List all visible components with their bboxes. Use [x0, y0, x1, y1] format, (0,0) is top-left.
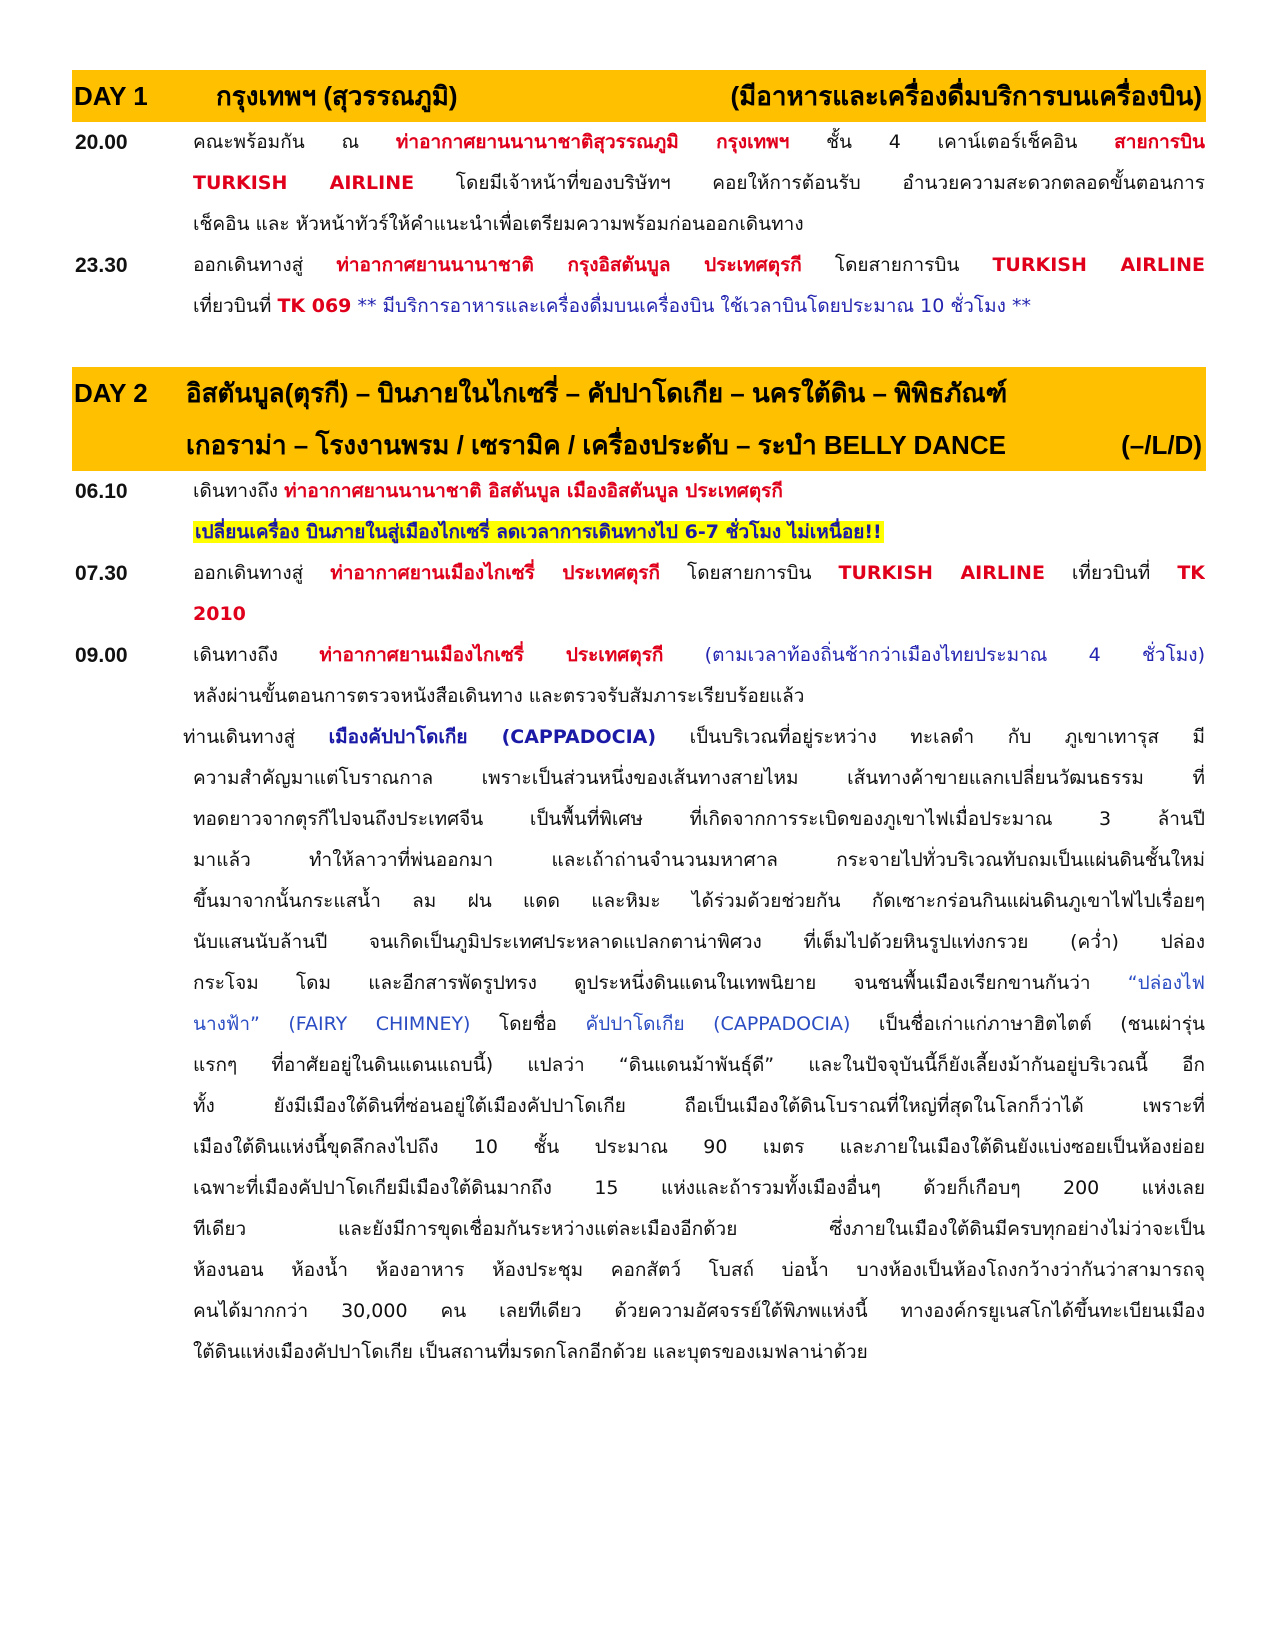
airport-name: ท่าอากาศยานเมืองไกเซรี่ ประเทศตุรกี — [330, 562, 661, 584]
text: คณะพร้อมกัน ณ — [193, 131, 396, 153]
paragraph-line: ทอดยาวจากตุรกีไปจนถึงประเทศจีน เป็นพื้นที่พิเศษ ที่เกิดจากการระเบิดของภูเขาไฟเมื่อประมาณ 3 ล้านปี — [193, 808, 1205, 830]
text: เที่ยวบินที่ — [193, 295, 278, 317]
paragraph-line: มาแล้ว ทำให้ลาวาที่พ่นออกมา และเถ้าถ่านจำนวนมหาศาล กระจายไปทั่วบริเวณทับถมเป็นแผ่นดินชั้นใหม่ — [193, 849, 1205, 871]
day1-label: DAY 1 — [74, 81, 148, 111]
day2-entry3-line2: หลังผ่านขั้นตอนการตรวจหนังสือเดินทาง และตรวจรับสัมภาระเรียบร้อยแล้ว — [193, 685, 805, 707]
day2-entry2-line2: 2010 — [193, 603, 246, 625]
paragraph-last-line: ใต้ดินแห่งเมืองคัปปาโดเกีย เป็นสถานที่มรดกโลกอีกด้วย และบุตรของเมฟลาน่าด้วย — [193, 1341, 868, 1363]
day2-entry1-line2 — [193, 512, 1205, 553]
paragraph-line: แรกๆ ที่อาศัยอยู่ในดินแดนแถบนี้) แปลว่า “ดินแดนม้าพันธุ์ดี” และในปัจจุบันนี้ก็ยังเลี้ยงม้ากันอยู่บริเวณนี้ อีก — [193, 1054, 1205, 1076]
text: เป็นบริเวณที่อยู่ระหว่าง ทะเลดำ กับ ภูเขาเทารุส มี — [656, 726, 1205, 748]
paragraph-line: เฉพาะที่เมืองคัปปาโดเกียมีเมืองใต้ดินมากถึง 15 แห่งและถ้ารวมทั้งเมืองอื่นๆ ด้วยก็เกือบๆ 200 แห่งเลย — [193, 1177, 1205, 1199]
day2-entry1-time: 06.10 — [75, 480, 128, 503]
flight-note: ** มีบริการอาหารและเครื่องดื่มบนเครื่องบิน ใช้เวลาบินโดยประมาณ 10 ชั่วโมง ** — [351, 295, 1031, 317]
day1-note: (มีอาหารและเครื่องดื่มบริการบนเครื่องบิน) — [730, 81, 1202, 111]
paragraph-line: ทีเดียว และยังมีการขุดเชื่อมกันระหว่างแต่ละเมืองอีกด้วย ซึ่งภายในเมืองใต้ดินมีครบทุกอย่างไม่ว่าจะเป็น — [193, 1218, 1205, 1240]
day1-entry1-time: 20.00 — [75, 131, 128, 154]
paragraph-line: นับแสนนับล้านปี จนเกิดเป็นภูมิประเทศประหลาดแปลกตาน่าพิศวง ที่เต็มไปด้วยหินรูปแท่งกรวย (คว่ำ) ปล่อง — [193, 931, 1205, 953]
airport-name: ท่าอากาศยานนานาชาติ กรุงอิสตันบูล ประเทศตุรกี — [336, 254, 802, 276]
airline-name: TURKISH AIRLINE — [992, 254, 1205, 276]
day2-entry3-line1 — [193, 635, 1205, 676]
airport-name: ท่าอากาศยานนานาชาติสุวรรณภูมิ กรุงเทพฯ — [395, 131, 790, 153]
fairy-chimney-name: “ปล่องไฟ — [1127, 972, 1205, 994]
text: กระโจม โดม และอีกสารพัดรูปทรง ดูประหนึ่งดินแดนในเทพนิยาย จนชนพื้นเมืองเรียกขานกันว่า — [193, 972, 1128, 994]
paragraph-line: ทั้ง ยังมีเมืองใต้ดินที่ซ่อนอยู่ใต้เมืองคัปปาโดเกีย ถือเป็นเมืองใต้ดินโบราณที่ใหญ่ที่สุดในโลกก็ว่าได้ เพราะที่ — [193, 1095, 1205, 1117]
airport-name: ท่าอากาศยานเมืองไกเซรี่ ประเทศตุรกี — [319, 644, 664, 666]
airport-name: ท่าอากาศยานนานาชาติ อิสตันบูล เมืองอิสตันบูล ประเทศตุรกี — [284, 480, 783, 502]
day1-entry2-line2 — [193, 286, 1205, 327]
text: เดินทางถึง — [193, 644, 320, 666]
destination-name: คัปปาโดเกีย (CAPPADOCIA) — [585, 1013, 851, 1035]
cappadocia-line1 — [183, 717, 1205, 758]
text: เป็นชื่อเก่าแก่ภาษาฮิตไตต์ (ชนเผ่ารุ่น — [850, 1013, 1205, 1035]
day1-entry1-line3: เช็คอิน และ หัวหน้าทัวร์ให้คำแนะนำเพื่อเตรียมความพร้อมก่อนออกเดินทาง — [193, 213, 804, 235]
day1-entry2-time: 23.30 — [75, 254, 128, 277]
day2-entry1-line1 — [193, 471, 1205, 512]
highlight-note: เปลี่ยนเครื่อง บินภายในสู่เมืองไกเซรี่ ลดเวลาการเดินทางไป 6-7 ชั่วโมง ไม่เหนื่อย!! — [195, 521, 882, 543]
flight-prefix: TK — [1177, 562, 1205, 584]
day2-entry2-time: 07.30 — [75, 562, 128, 585]
paragraph-line — [193, 1004, 1205, 1045]
text: ท่านเดินทางสู่ — [183, 726, 329, 748]
text: ออกเดินทางสู่ — [193, 254, 337, 276]
flight-number: TK 069 — [277, 295, 352, 317]
day2-title-line2: เกอราม่า – โรงงานพรม / เซรามิค / เครื่องประดับ – ระบำ BELLY DANCE — [186, 430, 1006, 460]
day1-title: กรุงเทพฯ (สุวรรณภูมิ) — [216, 81, 458, 111]
day2-header — [72, 367, 1206, 471]
paragraph-line: ขึ้นมาจากนั้นกระแสน้ำ ลม ฝน แดด และหิมะ ได้ร่วมด้วยช่วยกัน กัดเซาะกร่อนกินแผ่นดินภูเขาไฟไปเรื่อยๆ — [193, 890, 1205, 912]
day2-title-line1: อิสตันบูล(ตุรกี) – บินภายในไกเซรี่ – คัปปาโดเกีย – นครใต้ดิน – พิพิธภัณฑ์ — [186, 378, 1008, 408]
text: โดยชื่อ — [470, 1013, 586, 1035]
destination-name: เมืองคัปปาโดเกีย (CAPPADOCIA) — [328, 726, 657, 748]
fairy-chimney-name: นางฟ้า” (FAIRY CHIMNEY) — [193, 1013, 471, 1035]
airline-label: สายการบิน — [1114, 131, 1205, 153]
text: โดยสายการบิน — [801, 254, 993, 276]
text: ออกเดินทางสู่ — [193, 562, 331, 584]
airline-name: TURKISH AIRLINE — [838, 562, 1045, 584]
text: ชั้น 4 เคาน์เตอร์เช็คอิน — [789, 131, 1115, 153]
text: โดยสายการบิน — [660, 562, 839, 584]
day2-entry2-line1 — [193, 553, 1205, 594]
text: เดินทางถึง — [193, 480, 285, 502]
day2-entry3-time: 09.00 — [75, 644, 128, 667]
day1-entry2-line1 — [193, 245, 1205, 286]
day2-label: DAY 2 — [74, 378, 148, 408]
text: โดยมีเจ้าหน้าที่ของบริษัทฯ คอยให้การต้อนรับ อำนวยความสะดวกตลอดขั้นตอนการ — [414, 172, 1205, 194]
day1-entry1-line1 — [193, 122, 1205, 163]
paragraph-line: เมืองใต้ดินแห่งนี้ขุดลึกลงไปถึง 10 ชั้น ประมาณ 90 เมตร และภายในเมืองใต้ดินยังแบ่งซอยเป็นห้องย่อย — [193, 1136, 1205, 1158]
paragraph-line — [193, 963, 1205, 1004]
day1-entry1-line2 — [193, 163, 1205, 204]
paragraph-line: คนได้มากกว่า 30,000 คน เลยทีเดียว ด้วยความอัศจรรย์ใต้พิภพแห่งนี้ ทางองค์กรยูเนสโกได้ขึ้นทะเบียนเมือง — [193, 1300, 1205, 1322]
day1-header — [72, 70, 1206, 122]
text: เที่ยวบินที่ — [1044, 562, 1178, 584]
airline-name: TURKISH AIRLINE — [193, 172, 415, 194]
day2-meals: (–/L/D) — [1121, 430, 1202, 460]
paragraph-line: ความสำคัญมาแต่โบราณกาล เพราะเป็นส่วนหนึ่งของเส้นทางสายไหม เส้นทางค้าขายแลกเปลี่ยนวัฒนธรรม ที่ — [193, 767, 1205, 789]
time-note: (ตามเวลาท้องถิ่นช้ากว่าเมืองไทยประมาณ 4 ชั่วโมง) — [663, 644, 1205, 666]
paragraph-line: ห้องนอน ห้องน้ำ ห้องอาหาร ห้องประชุม คอกสัตว์ โบสถ์ บ่อน้ำ บางห้องเป็นห้องโถงกว้างว่ากันว่าสามารถจุ — [193, 1259, 1205, 1281]
